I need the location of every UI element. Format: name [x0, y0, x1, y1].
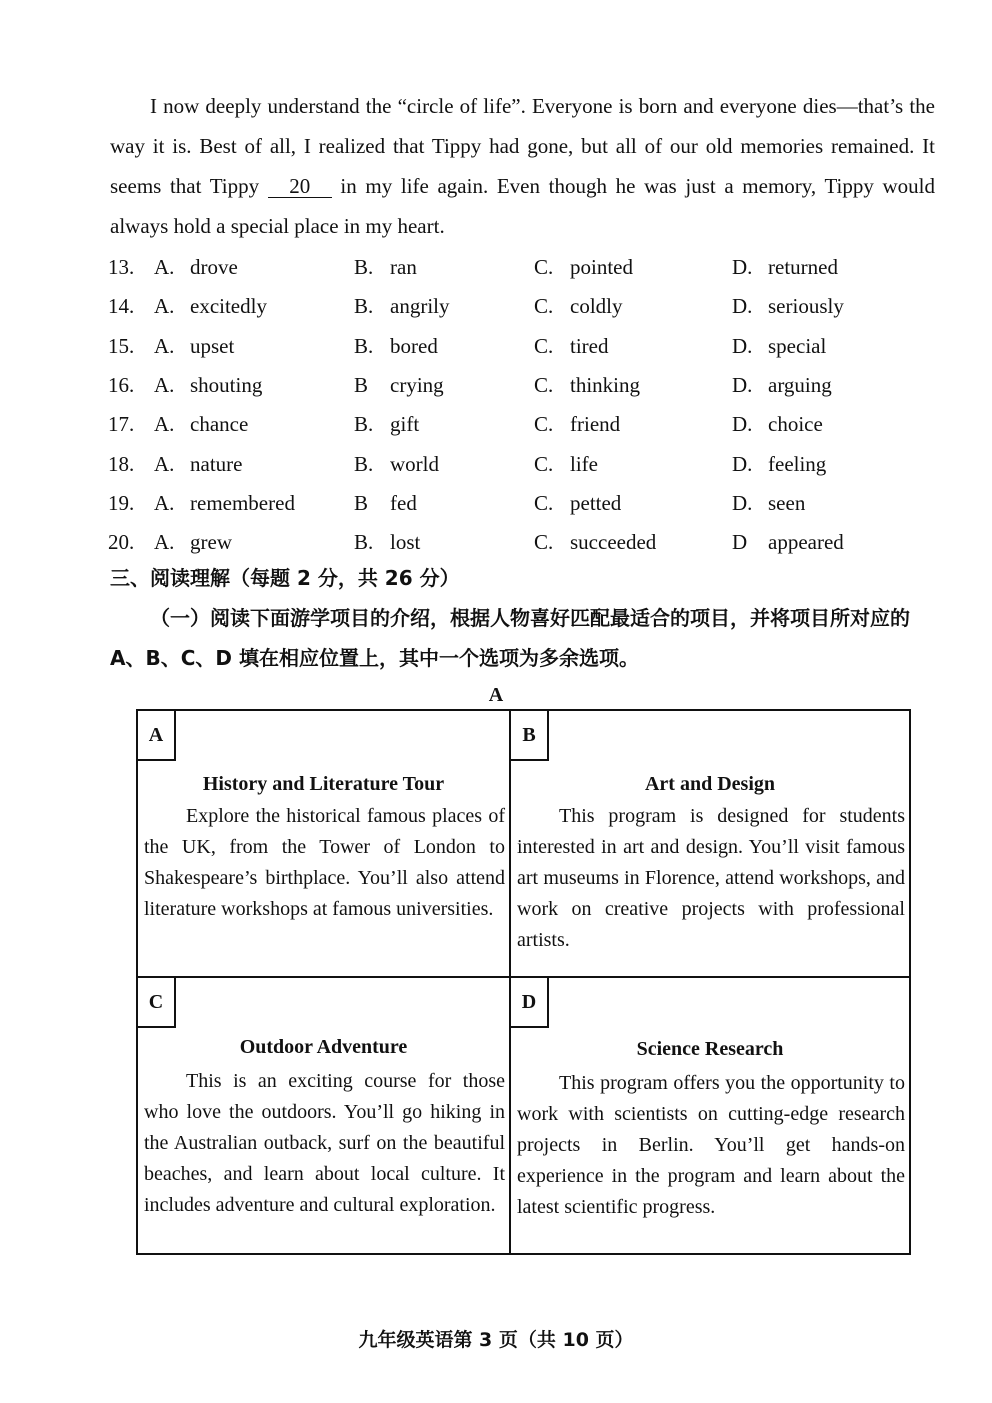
question-row — [108, 366, 938, 405]
option-text: upset — [190, 333, 235, 358]
option-letter: D. — [732, 333, 753, 358]
option-letter: C. — [534, 333, 554, 358]
option-text: fed — [390, 490, 417, 515]
program-body: This program is designed for students interested in art and design. You’ll visit famous art museums in Florence, attend workshops, and work on creative projects with professional artists. — [517, 805, 905, 951]
option — [534, 255, 732, 280]
question-number: 18. — [108, 451, 135, 476]
option — [154, 294, 354, 319]
option-letter: D. — [732, 294, 753, 319]
option-text: friend — [570, 412, 621, 437]
option-text: feeling — [768, 451, 827, 476]
program-tag: B — [511, 711, 549, 761]
option-letter: D. — [732, 255, 753, 280]
option-letter: A. — [154, 451, 175, 476]
option — [732, 294, 932, 319]
program-tag: D — [511, 978, 549, 1028]
program-tag: A — [138, 711, 176, 761]
option-text: arguing — [768, 373, 832, 398]
option-text: thinking — [570, 373, 641, 398]
passage-text-2: in my life again. Even though he was just a memory, Tippy would always hold a special place in my heart. — [110, 174, 936, 238]
option-letter: A. — [154, 294, 175, 319]
instructions: （一）阅读下面游学项目的介绍，根据人物喜好匹配最适合的项目，并将项目所对应的 A、B、C、D 填在相应位置上，其中一个选项为多余选项。 — [110, 606, 910, 670]
option — [534, 294, 732, 319]
option-letter: B — [354, 373, 369, 398]
option-text: shouting — [190, 373, 263, 398]
option-text: special — [768, 333, 827, 358]
table-label: A — [488, 684, 504, 706]
option-letter: A. — [154, 490, 175, 515]
option — [534, 412, 732, 437]
option — [534, 334, 732, 359]
option-text: life — [570, 451, 598, 476]
option-text: coldly — [570, 294, 623, 319]
option — [154, 452, 354, 477]
option-letter: C. — [534, 530, 554, 555]
option — [732, 452, 932, 477]
program-cell-d — [511, 978, 909, 1253]
question-number: 16. — [108, 373, 135, 398]
question-row — [108, 484, 938, 523]
option-text: remembered — [190, 490, 295, 515]
program-cell-b — [511, 711, 909, 976]
option-letter: A. — [154, 333, 175, 358]
program-cell-a — [138, 711, 509, 976]
option — [732, 412, 932, 437]
option — [154, 530, 354, 555]
passage — [110, 86, 935, 246]
program-body: Explore the historical famous places of the UK, from the Tower of London to Shakespeare’s birthplace. You’ll also attend literature workshops at famous universities. — [144, 805, 505, 920]
program-title: History and Literature Tour — [202, 773, 445, 795]
question-number: 20. — [108, 530, 135, 555]
option-letter: D. — [732, 373, 753, 398]
program-tag: C — [138, 978, 176, 1028]
option-letter: B. — [354, 255, 374, 280]
question-row — [108, 444, 938, 483]
option — [354, 373, 534, 398]
option-letter: B. — [354, 412, 374, 437]
option-text: gift — [390, 412, 420, 437]
question-number: 15. — [108, 333, 135, 358]
program-title: Science Research — [636, 1038, 784, 1060]
option — [154, 255, 354, 280]
option-text: crying — [390, 373, 444, 398]
passage-text-1: I now deeply understand the “circle of life”. Everyone is born and everyone dies—that’s the way it is. Best of all, I realized that Tippy had gone, but all of our old memories remained. It seems that Tippy — [110, 94, 935, 198]
option-text: drove — [190, 255, 238, 280]
option-text: world — [390, 451, 439, 476]
option-letter: A. — [154, 255, 175, 280]
option — [534, 530, 732, 555]
option — [732, 334, 932, 359]
option-letter: C. — [534, 490, 554, 515]
question-row — [108, 405, 938, 444]
option — [354, 294, 534, 319]
option-letter: B. — [354, 451, 374, 476]
option-text: lost — [390, 530, 421, 555]
option — [732, 255, 932, 280]
question-number: 14. — [108, 294, 135, 319]
option — [534, 491, 732, 516]
option-letter: C. — [534, 373, 554, 398]
option — [354, 491, 534, 516]
option-letter: A. — [154, 530, 175, 555]
option-letter: B — [354, 490, 369, 515]
option-letter: B. — [354, 294, 374, 319]
option-text: returned — [768, 255, 838, 280]
program-body: This program offers you the opportunity to work with scientists on cutting-edge research projects in Berlin. You’ll get hands-on experience in the program and learn about the latest scientific progress. — [517, 1072, 905, 1218]
option — [732, 530, 932, 555]
option-letter: B. — [354, 530, 374, 555]
option-letter: D. — [732, 451, 753, 476]
option-letter: C. — [534, 451, 554, 476]
option-text: ran — [390, 255, 417, 280]
option-text: seen — [768, 490, 806, 515]
option — [732, 491, 932, 516]
question-row — [108, 327, 938, 366]
option — [354, 452, 534, 477]
option-text: bored — [390, 333, 438, 358]
section-heading: 三、阅读理解（每题 2 分，共 26 分） — [110, 566, 460, 590]
option-letter: D. — [732, 412, 753, 437]
option-letter: A. — [154, 373, 175, 398]
option-letter: D. — [732, 490, 753, 515]
option — [354, 412, 534, 437]
option-text: nature — [190, 451, 243, 476]
option-text: tired — [570, 333, 609, 358]
options-list — [108, 248, 938, 562]
option — [154, 412, 354, 437]
blank-20: 20 — [268, 175, 332, 198]
page-footer: 九年级英语第 3 页（共 10 页） — [358, 1329, 634, 1351]
option-letter: A. — [154, 412, 175, 437]
option-text: choice — [768, 412, 823, 437]
option-letter: C. — [534, 412, 554, 437]
option-text: grew — [190, 530, 232, 555]
question-row — [108, 523, 938, 562]
option-text: chance — [190, 412, 249, 437]
option-text: succeeded — [570, 530, 657, 555]
option — [154, 491, 354, 516]
option — [732, 373, 932, 398]
program-title: Outdoor Adventure — [239, 1036, 408, 1058]
option-text: angrily — [390, 294, 450, 319]
option-letter: B. — [354, 333, 374, 358]
option — [354, 530, 534, 555]
option — [154, 334, 354, 359]
option-text: appeared — [768, 530, 844, 555]
option — [354, 255, 534, 280]
option-text: excitedly — [190, 294, 267, 319]
question-row — [108, 248, 938, 287]
program-title: Art and Design — [644, 773, 775, 795]
option — [534, 452, 732, 477]
option — [534, 373, 732, 398]
question-number: 17. — [108, 412, 135, 437]
program-cell-c — [138, 978, 509, 1253]
question-number: 19. — [108, 490, 135, 515]
option-letter: C. — [534, 255, 554, 280]
option-text: petted — [570, 490, 622, 515]
question-number: 13. — [108, 255, 135, 280]
option — [154, 373, 354, 398]
option-letter: C. — [534, 294, 554, 319]
option — [354, 334, 534, 359]
option-letter: D — [732, 530, 748, 555]
option-text: seriously — [768, 294, 844, 319]
question-row — [108, 287, 938, 326]
option-text: pointed — [570, 255, 633, 280]
program-body: This is an exciting course for those who love the outdoors. You’ll go hiking in the Australian outback, surf on the beautiful beaches, and learn about local culture. It includes adventure and cultural exploration. — [144, 1070, 505, 1216]
program-table — [136, 709, 911, 1255]
